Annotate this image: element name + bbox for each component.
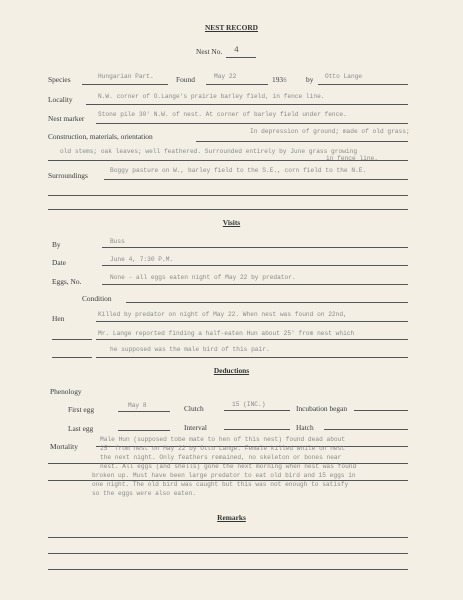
visits-hen-line-3	[96, 357, 408, 358]
incubation-label: Incubation began	[296, 404, 348, 413]
surroundings-line-2	[48, 195, 408, 196]
species-line	[82, 84, 168, 85]
first-egg-label: First egg	[68, 405, 95, 414]
mortality-line-text-5: broken up. Must have been large predator to eat old bird and 15 eggs in	[92, 472, 356, 479]
found-line	[206, 84, 268, 85]
surroundings-line-1	[104, 179, 408, 180]
remarks-line-1	[48, 537, 408, 538]
mortality-line-text-3: the next night. Only feathers remained, no skeleton or bones near	[100, 454, 342, 461]
visits-by-value: Buss	[110, 238, 125, 245]
clutch-label: Clutch	[184, 404, 204, 413]
visits-hen-label: Hen	[52, 314, 65, 323]
nest-marker-line	[96, 123, 408, 124]
deductions-heading: Deductions	[213, 366, 250, 375]
phenology-label: Phenology	[50, 387, 82, 396]
nest-marker-label: Nest marker	[48, 114, 85, 123]
nest-no-line	[226, 57, 256, 58]
incubation-line	[354, 410, 408, 411]
locality-value: N.W. corner of O.Lange's prairie barley field, in fence line.	[98, 93, 325, 100]
visits-condition-line	[126, 302, 408, 303]
visits-eggs-line	[102, 284, 408, 285]
nest-no-value: 4	[234, 46, 239, 55]
mortality-line-text-1: Male Hun (supposed tobe mate to hen of this nest) found dead about	[100, 436, 346, 443]
last-egg-line	[118, 430, 170, 431]
locality-label: Locality	[48, 95, 73, 104]
remarks-heading: Remarks	[217, 513, 246, 522]
species-label: Species	[48, 75, 71, 84]
visits-condition-label: Condition	[82, 294, 112, 303]
found-label: Found	[176, 75, 195, 84]
visits-hen-line-1	[96, 321, 408, 322]
visits-hen-value-2: Mr. Lange reported finding a half-eaten Hun about 25' from nest which	[98, 330, 355, 337]
construction-value-2: old stems; oak leaves; well feathered. Surrounded entirely by June grass growing	[60, 148, 358, 155]
species-value: Hungarian Part.	[98, 73, 154, 80]
found-by-value: Otto Lange	[325, 73, 363, 80]
visits-date-value: June 4, 7:30 P.M.	[110, 256, 174, 263]
visits-by-line	[102, 247, 408, 248]
surroundings-value: Boggy pasture on W., barley field to the S.E., corn field to the N.E.	[110, 167, 367, 174]
first-egg-line	[118, 411, 170, 412]
interval-label: Interval	[184, 423, 207, 432]
found-by-label: by	[306, 75, 314, 84]
visits-eggs-label: Eggs, No.	[52, 277, 82, 286]
mortality-line-text-2: 25' from nest on May 22 by Otto Lange. Female killed while on nest	[100, 445, 346, 452]
construction-line-2	[48, 160, 408, 161]
mortality-label: Mortality	[50, 442, 78, 451]
last-egg-label: Last egg	[68, 424, 94, 433]
surroundings-label: Surroundings	[48, 171, 88, 180]
visits-eggs-value: None - all eggs eaten night of May 22 by predator.	[110, 274, 296, 281]
mortality-line-text-6: one night. The old bird was caught but this was not enough to satisfy	[92, 481, 349, 488]
visits-heading: Visits	[222, 218, 241, 227]
found-value: May 22	[214, 73, 237, 80]
first-egg-value: May 8	[128, 402, 147, 409]
nest-marker-value: Stone pile 30' N.W. of nest. At corner of barley field under fence.	[98, 111, 347, 118]
locality-line	[86, 104, 408, 105]
remarks-line-3	[48, 569, 408, 570]
clutch-value: 15 (INC.)	[232, 401, 266, 408]
hatch-line	[324, 429, 408, 430]
hatch-label: Hatch	[296, 423, 314, 432]
found-year-suffix: 6	[283, 77, 287, 84]
visits-date-label: Date	[52, 258, 66, 267]
visits-hen-short-line-1	[52, 339, 92, 340]
remarks-line-2	[48, 553, 408, 554]
found-year-prefix: 193	[272, 75, 284, 84]
clutch-line	[224, 410, 290, 411]
construction-value-2b: in fence line.	[326, 155, 378, 162]
mortality-line-text-4: nest. All eggs (and shells) gone the next morning when nest was found	[100, 463, 357, 470]
nest-no-label: Nest No.	[196, 47, 223, 56]
visits-hen-line-2	[96, 339, 408, 340]
visits-date-line	[102, 265, 408, 266]
visits-by-label: By	[52, 240, 61, 249]
surroundings-line-3	[48, 209, 408, 210]
visits-hen-short-line-2	[52, 357, 92, 358]
visits-hen-value-1: Killed by predator on night of May 22. When nest was found on 22nd,	[98, 311, 347, 318]
visits-hen-value-3: he supposed was the male bird of this pair.	[110, 346, 270, 353]
construction-value-1: In depression of ground; made of old grass;	[250, 128, 410, 135]
mortality-line-text-7: so the eggs were also eaten.	[92, 490, 196, 497]
construction-label: Construction, materials, orientation	[48, 132, 153, 141]
interval-line	[224, 429, 290, 430]
found-by-line	[318, 84, 408, 85]
construction-line-1	[196, 141, 408, 142]
page-title: NEST RECORD	[204, 23, 259, 32]
